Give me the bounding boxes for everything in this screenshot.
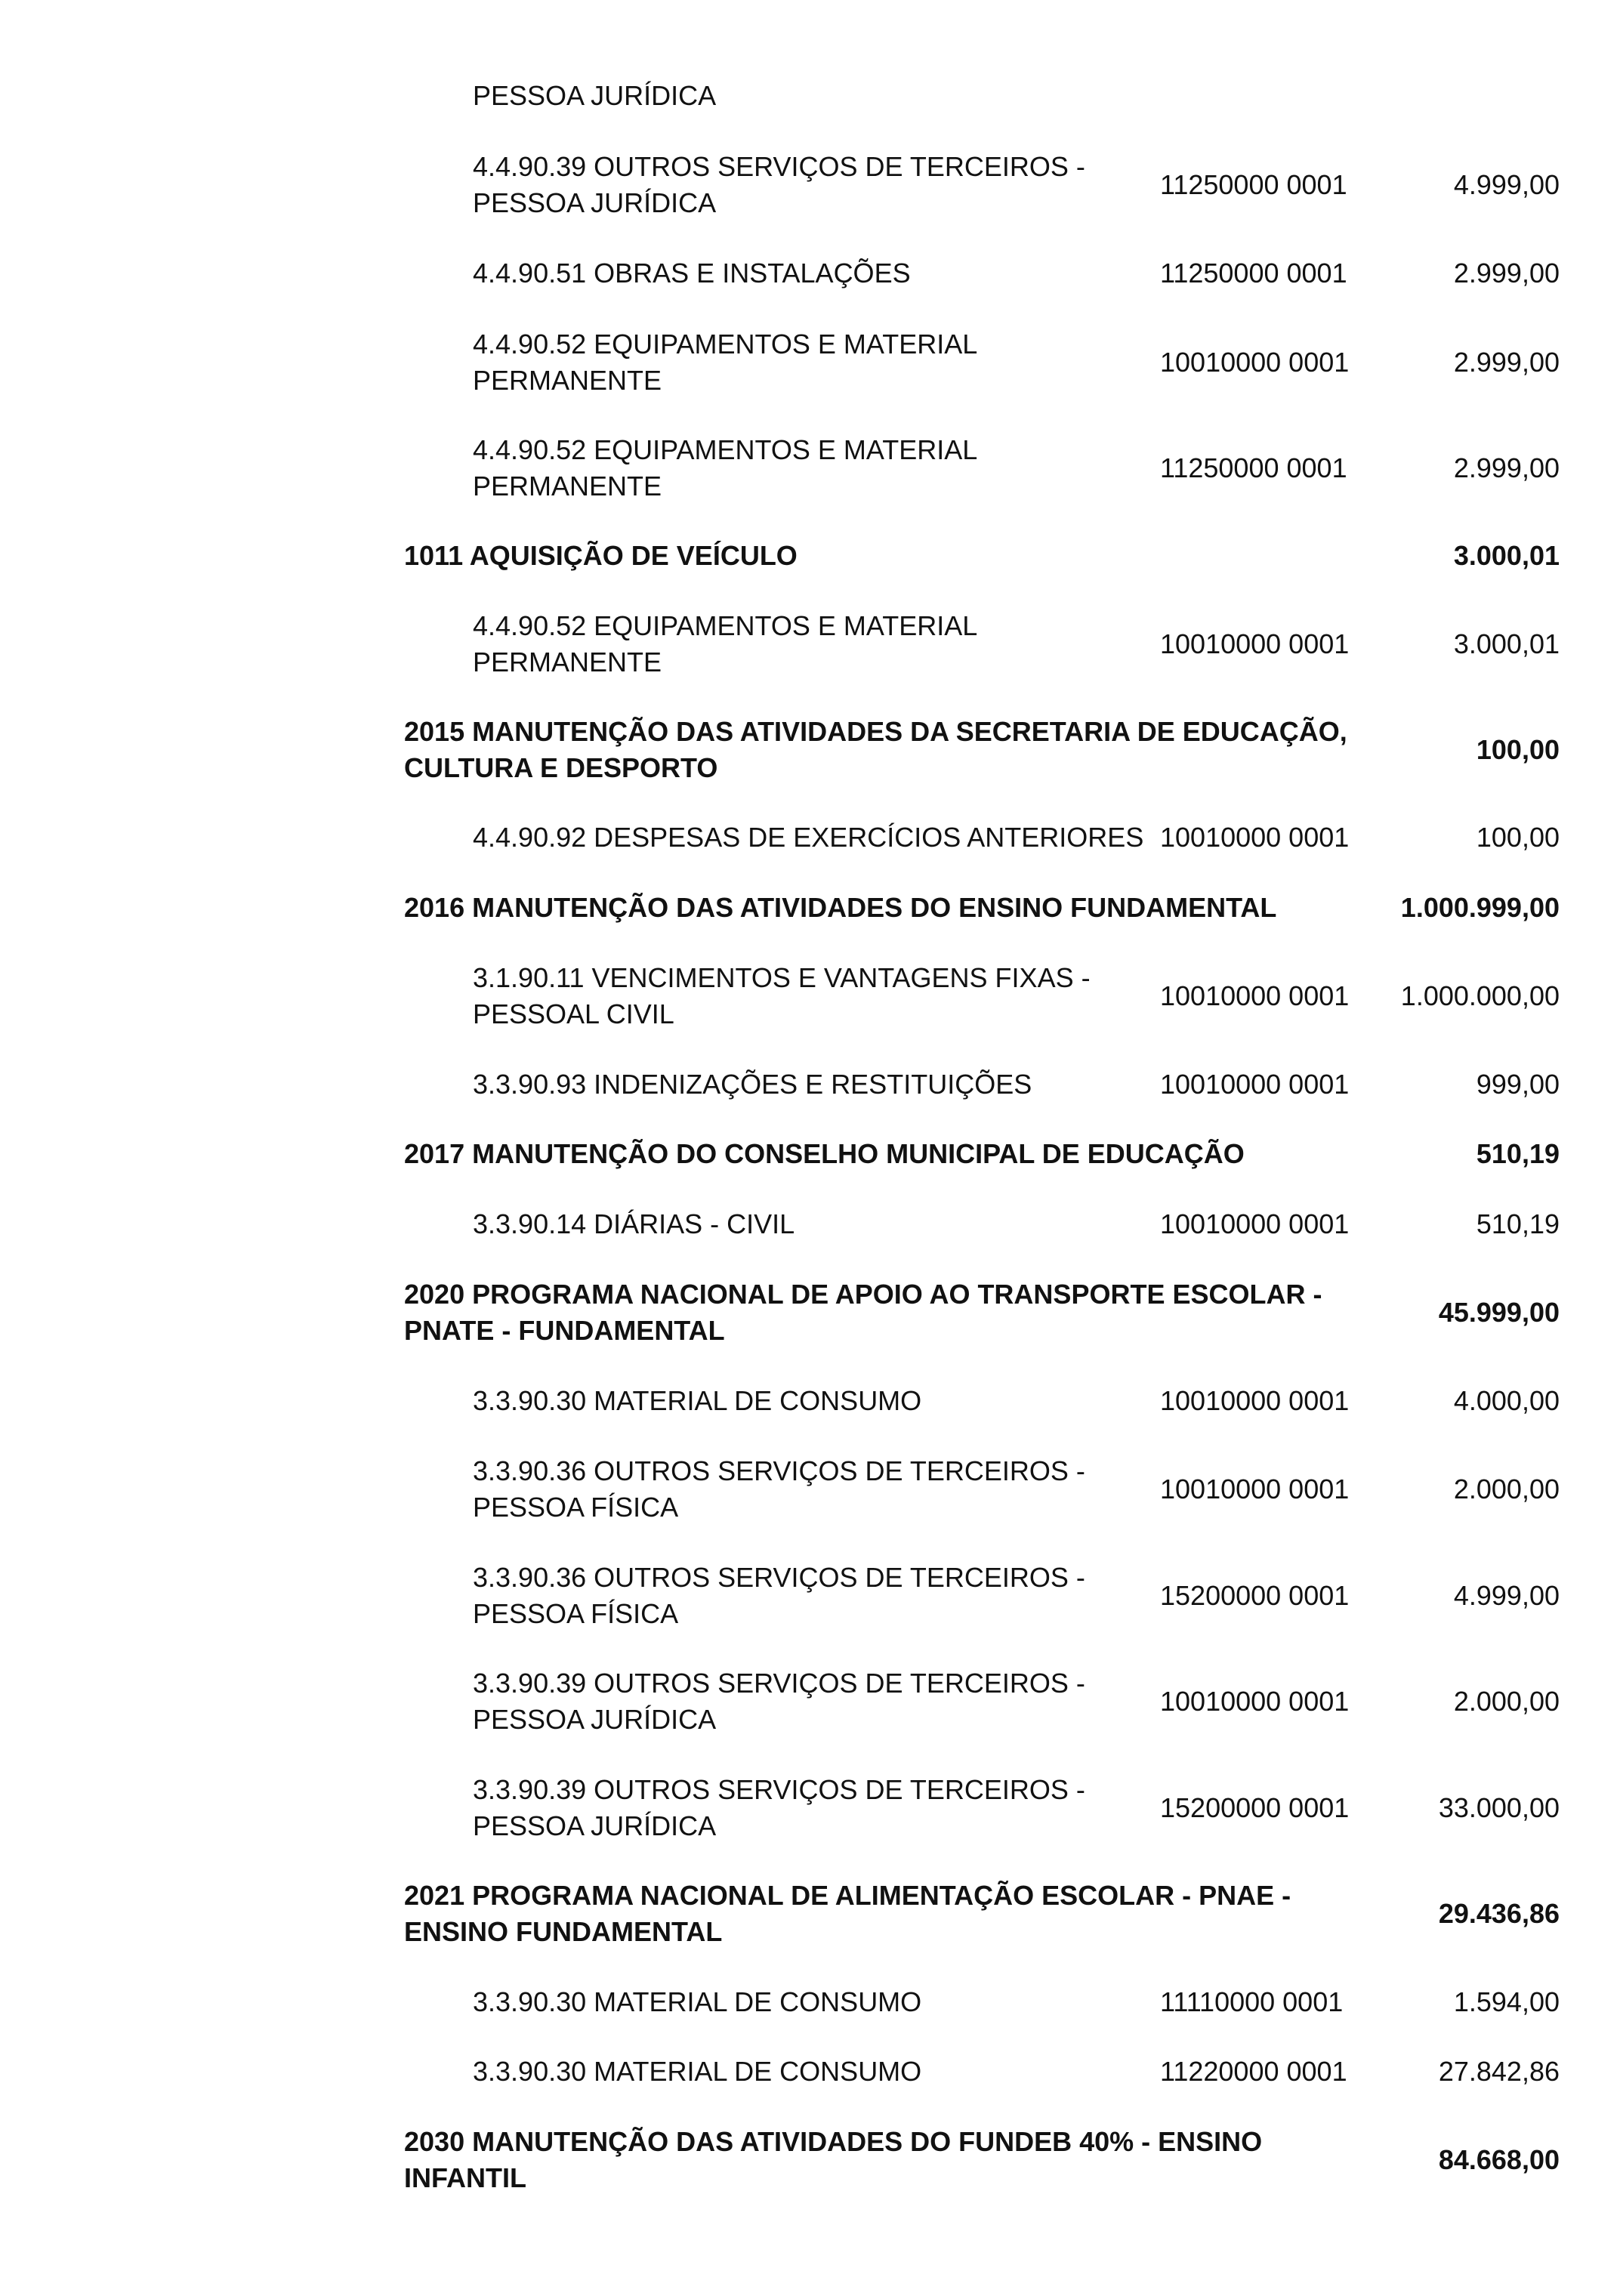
row-source-code: 10010000 0001	[1160, 347, 1350, 378]
row-description: 3.3.90.30 MATERIAL DE CONSUMO	[473, 2056, 922, 2087]
row-amount: 1.594,00	[1453, 1986, 1560, 2017]
expense-row	[404, 149, 1560, 221]
expense-row	[404, 1772, 1560, 1844]
group-total: 1.000.999,00	[1400, 892, 1560, 923]
expense-row	[404, 432, 1560, 505]
group-total: 100,00	[1476, 734, 1560, 765]
row-amount: 4.999,00	[1453, 1580, 1560, 1611]
row-description: 3.3.90.36 OUTROS SERVIÇOS DE TERCEIROS - PESSOA FÍSICA	[473, 1562, 1085, 1629]
action-group-row	[404, 1878, 1560, 1950]
expense-row	[404, 1453, 1560, 1526]
group-description: 1011 AQUISIÇÃO DE VEÍCULO	[404, 540, 798, 571]
group-total: 3.000,01	[1453, 540, 1560, 571]
action-group-row	[404, 2124, 1560, 2196]
expense-row	[404, 1383, 1560, 1419]
group-total: 510,19	[1476, 1138, 1560, 1169]
expense-row	[404, 255, 1560, 292]
row-amount: 2.000,00	[1453, 1474, 1560, 1504]
group-description: 2017 MANUTENÇÃO DO CONSELHO MUNICIPAL DE EDUCAÇÃO	[404, 1138, 1245, 1169]
row-source-code: 10010000 0001	[1160, 1069, 1350, 1100]
row-amount: 100,00	[1476, 822, 1560, 853]
row-source-code: 10010000 0001	[1160, 1686, 1350, 1717]
row-amount: 1.000.000,00	[1400, 980, 1560, 1011]
row-description: 3.3.90.93 INDENIZAÇÕES E RESTITUIÇÕES	[473, 1069, 1032, 1100]
row-source-code: 10010000 0001	[1160, 980, 1350, 1011]
row-amount: 999,00	[1476, 1069, 1560, 1100]
group-description: 2016 MANUTENÇÃO DAS ATIVIDADES DO ENSINO FUNDAMENTAL	[404, 892, 1277, 923]
row-source-code: 11250000 0001	[1160, 452, 1347, 483]
row-description: 3.3.90.30 MATERIAL DE CONSUMO	[473, 1385, 922, 1416]
row-description: 3.3.90.36 OUTROS SERVIÇOS DE TERCEIROS - PESSOA FÍSICA	[473, 1455, 1085, 1523]
row-source-code: 10010000 0001	[1160, 628, 1350, 659]
group-total: 29.436,86	[1438, 1898, 1560, 1929]
expense-row	[404, 819, 1560, 856]
group-total: 84.668,00	[1438, 2144, 1560, 2175]
row-source-code: 10010000 0001	[1160, 822, 1350, 853]
row-description: 3.3.90.30 MATERIAL DE CONSUMO	[473, 1986, 922, 2017]
row-source-code: 11250000 0001	[1160, 169, 1347, 200]
row-source-code: 11110000 0001	[1160, 1986, 1344, 2017]
row-amount: 27.842,86	[1438, 2056, 1560, 2087]
row-amount: 33.000,00	[1438, 1792, 1560, 1823]
expense-row	[404, 1560, 1560, 1632]
row-amount: 510,19	[1476, 1208, 1560, 1239]
row-description: 3.3.90.39 OUTROS SERVIÇOS DE TERCEIROS - PESSOA JURÍDICA	[473, 1774, 1085, 1841]
group-description: 2020 PROGRAMA NACIONAL DE APOIO AO TRANSPORTE ESCOLAR - PNATE - FUNDAMENTAL	[404, 1279, 1322, 1346]
row-description: 3.3.90.39 OUTROS SERVIÇOS DE TERCEIROS - PESSOA JURÍDICA	[473, 1668, 1085, 1735]
row-source-code: 10010000 0001	[1160, 1385, 1350, 1416]
expense-row	[404, 1066, 1560, 1103]
action-group-row	[404, 1136, 1560, 1172]
group-description: 2015 MANUTENÇÃO DAS ATIVIDADES DA SECRETARIA DE EDUCAÇÃO, CULTURA E DESPORTO	[404, 716, 1347, 783]
row-description: 4.4.90.52 EQUIPAMENTOS E MATERIAL PERMANENTE	[473, 329, 977, 396]
row-amount: 4.999,00	[1453, 169, 1560, 200]
row-amount: 3.000,01	[1453, 628, 1560, 659]
expense-row	[404, 2054, 1560, 2090]
row-amount: 2.999,00	[1453, 347, 1560, 378]
row-source-code: 10010000 0001	[1160, 1474, 1350, 1504]
row-description: 3.3.90.14 DIÁRIAS - CIVIL	[473, 1208, 795, 1239]
expense-row	[404, 608, 1560, 680]
row-source-code: 15200000 0001	[1160, 1792, 1350, 1823]
action-group-row	[404, 538, 1560, 574]
row-amount: 2.999,00	[1453, 452, 1560, 483]
row-source-code: 11250000 0001	[1160, 258, 1347, 289]
expense-row	[404, 326, 1560, 399]
group-description: 2030 MANUTENÇÃO DAS ATIVIDADES DO FUNDEB 40% - ENSINO INFANTIL	[404, 2126, 1263, 2193]
row-description: PESSOA JURÍDICA	[473, 80, 717, 111]
row-description: 4.4.90.52 EQUIPAMENTOS E MATERIAL PERMANENTE	[473, 610, 977, 677]
row-description: 3.1.90.11 VENCIMENTOS E VANTAGENS FIXAS - PESSOAL CIVIL	[473, 962, 1091, 1029]
action-group-row	[404, 1276, 1560, 1349]
expense-row	[404, 78, 1560, 114]
row-description: 4.4.90.51 OBRAS E INSTALAÇÕES	[473, 258, 911, 289]
row-amount: 2.000,00	[1453, 1686, 1560, 1717]
row-source-code: 15200000 0001	[1160, 1580, 1350, 1611]
row-source-code: 10010000 0001	[1160, 1208, 1350, 1239]
action-group-row	[404, 890, 1560, 926]
group-total: 45.999,00	[1438, 1297, 1560, 1328]
row-description: 4.4.90.39 OUTROS SERVIÇOS DE TERCEIROS - PESSOA JURÍDICA	[473, 151, 1085, 218]
row-description: 4.4.90.52 EQUIPAMENTOS E MATERIAL PERMANENTE	[473, 434, 977, 501]
expense-row	[404, 1984, 1560, 2020]
group-description: 2021 PROGRAMA NACIONAL DE ALIMENTAÇÃO ESCOLAR - PNAE - ENSINO FUNDAMENTAL	[404, 1880, 1291, 1947]
action-group-row	[404, 714, 1560, 786]
row-source-code: 11220000 0001	[1160, 2056, 1347, 2087]
row-amount: 2.999,00	[1453, 258, 1560, 289]
row-description: 4.4.90.92 DESPESAS DE EXERCÍCIOS ANTERIORES	[473, 822, 1144, 853]
expense-row	[404, 1665, 1560, 1738]
expense-row	[404, 960, 1560, 1032]
row-amount: 4.000,00	[1453, 1385, 1560, 1416]
expense-row	[404, 1206, 1560, 1242]
